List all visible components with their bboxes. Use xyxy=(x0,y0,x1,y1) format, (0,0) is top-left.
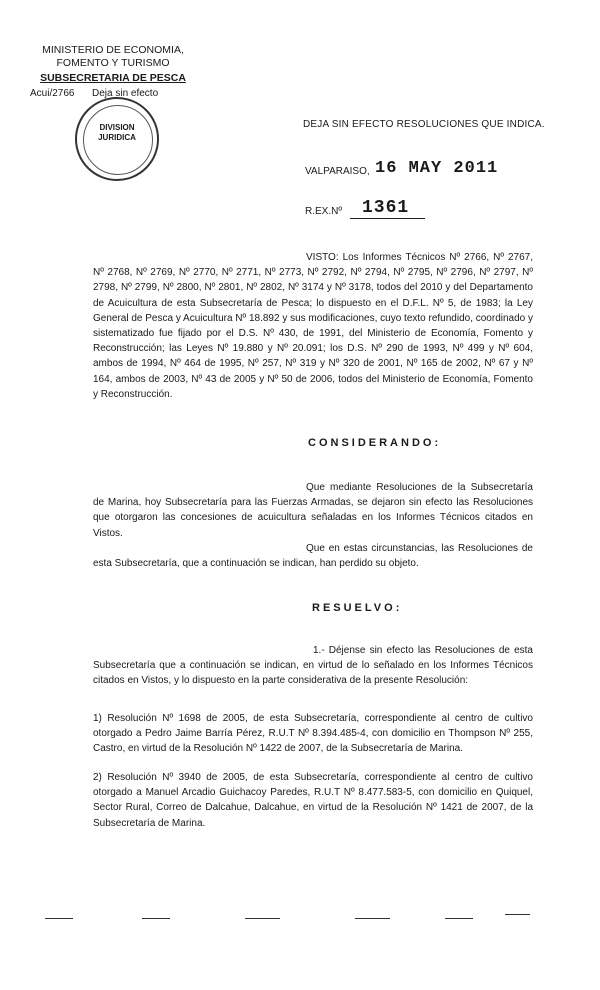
footer-dash xyxy=(505,914,530,915)
file-note: Deja sin efecto xyxy=(92,88,159,99)
footer-dash xyxy=(445,918,473,919)
division-juridica-stamp xyxy=(75,97,159,181)
resolution-label: R.EX.Nº xyxy=(305,206,342,217)
footer-dash xyxy=(355,918,390,919)
place-label: VALPARAISO, xyxy=(305,166,370,177)
resolution-item-2: 2) Resolución Nº 3940 de 2005, de esta Subsecretaría, correspondiente al centro de cultivo otorgado a Manuel Arcadio Guichacoy Paredes, R.U.T Nº 8.477.583-5, con domicilio en Quiquel, Sector Rural, Correo de Dalcahue, Dalcahue, en virtud de la Resolución Nº 1421 de 2007, de la Subsecretaría de Marina. xyxy=(93,772,533,829)
visto-paragraph: VISTO: Los Informes Técnicos Nº 2766, Nº 2767, Nº 2768, Nº 2769, Nº 2770, Nº 2771, Nº 2773, Nº 2792, Nº 2794, Nº 2795, Nº 2796, Nº 2797, Nº 2798, Nº 2799, Nº 2800, Nº 2801, Nº 2802, Nº 3174 y Nº 3178, todos del 2010 y del Departamento de Acuicultura de esta Subsecretaría de Pesca; lo dispuesto en el D.F.L. Nº 5, de 1983; la Ley General de Pesca y Acuicultura Nº 18.892 y sus modificaciones, cuyo texto refundido, coordinado y sistematizado fue fijado por el D.S. Nº 430, de 1991, del Ministerio de Economía, Fomento y Reconstrucción; las Leyes Nº 19.880 y Nº 20.091; los D.S. Nº 290 de 1993, Nº 499 y Nº 604, ambos de 1994, Nº 464 de 1995, Nº 257, Nº 319 y Nº 320 de 2001, Nº 165 de 2002, Nº 67 y Nº 164, ambos de 2003, Nº 43 de 2005 y Nº 50 de 2006, todos del Ministerio de Economía, Fomento y Reconstrucción. xyxy=(93,252,534,400)
resolution-item-1: 1) Resolución Nº 1698 de 2005, de esta Subsecretaría, correspondiente al centro de cultivo otorgado a Pedro Jaime Barría Pérez, R.U.T Nº 8.394.485-4, con domicilio en Thompson Nº 255, Castro, en virtud de la Resolución Nº 1422 de 2007, de la Subsecretaría de Marina. xyxy=(93,713,533,755)
file-reference: Acui/2766 xyxy=(30,88,75,99)
stamp-text xyxy=(77,123,157,143)
footer-dash xyxy=(245,918,280,919)
stamp-line-2: JURIDICA xyxy=(98,133,136,142)
considerando-heading: CONSIDERANDO: xyxy=(308,437,442,449)
footer-dash xyxy=(45,918,73,919)
considerando-paragraph-1: Que mediante Resoluciones de la Subsecretaría de Marina, hoy Subsecretaría para las Fuerzas Armadas, se dejaron sin efecto las Resoluciones que otorgaron las concesiones de acuicultura señaladas en los Informes Técnicos citados en Vistos. xyxy=(93,482,533,539)
ministry-name: MINISTERIO DE ECONOMIA, xyxy=(42,44,184,56)
considerando-paragraph-2: Que en estas circunstancias, las Resoluciones de esta Subsecretaría, que a continuación se indican, han perdido su objeto. xyxy=(93,543,533,570)
resolution-number: 1361 xyxy=(362,198,410,218)
ministry-name-line2: FOMENTO Y TURISMO xyxy=(56,57,170,69)
subsecretaria-name: SUBSECRETARIA DE PESCA xyxy=(40,72,186,84)
date-stamp: 16 MAY 2011 xyxy=(375,159,499,178)
resolution-number-underline xyxy=(350,218,425,219)
resuelvo-paragraph-1: 1.- Déjense sin efecto las Resoluciones de esta Subsecretaría que a continuación se indican, en virtud de lo señalado en los Informes Técnicos citados en Vistos, y lo dispuesto en la parte considerativa de la presente Resolución: xyxy=(93,645,533,687)
footer-dash xyxy=(142,918,170,919)
resuelvo-heading: RESUELVO: xyxy=(312,602,403,614)
subject-line: DEJA SIN EFECTO RESOLUCIONES QUE INDICA. xyxy=(303,119,545,130)
stamp-line-1: DIVISION xyxy=(99,123,135,132)
